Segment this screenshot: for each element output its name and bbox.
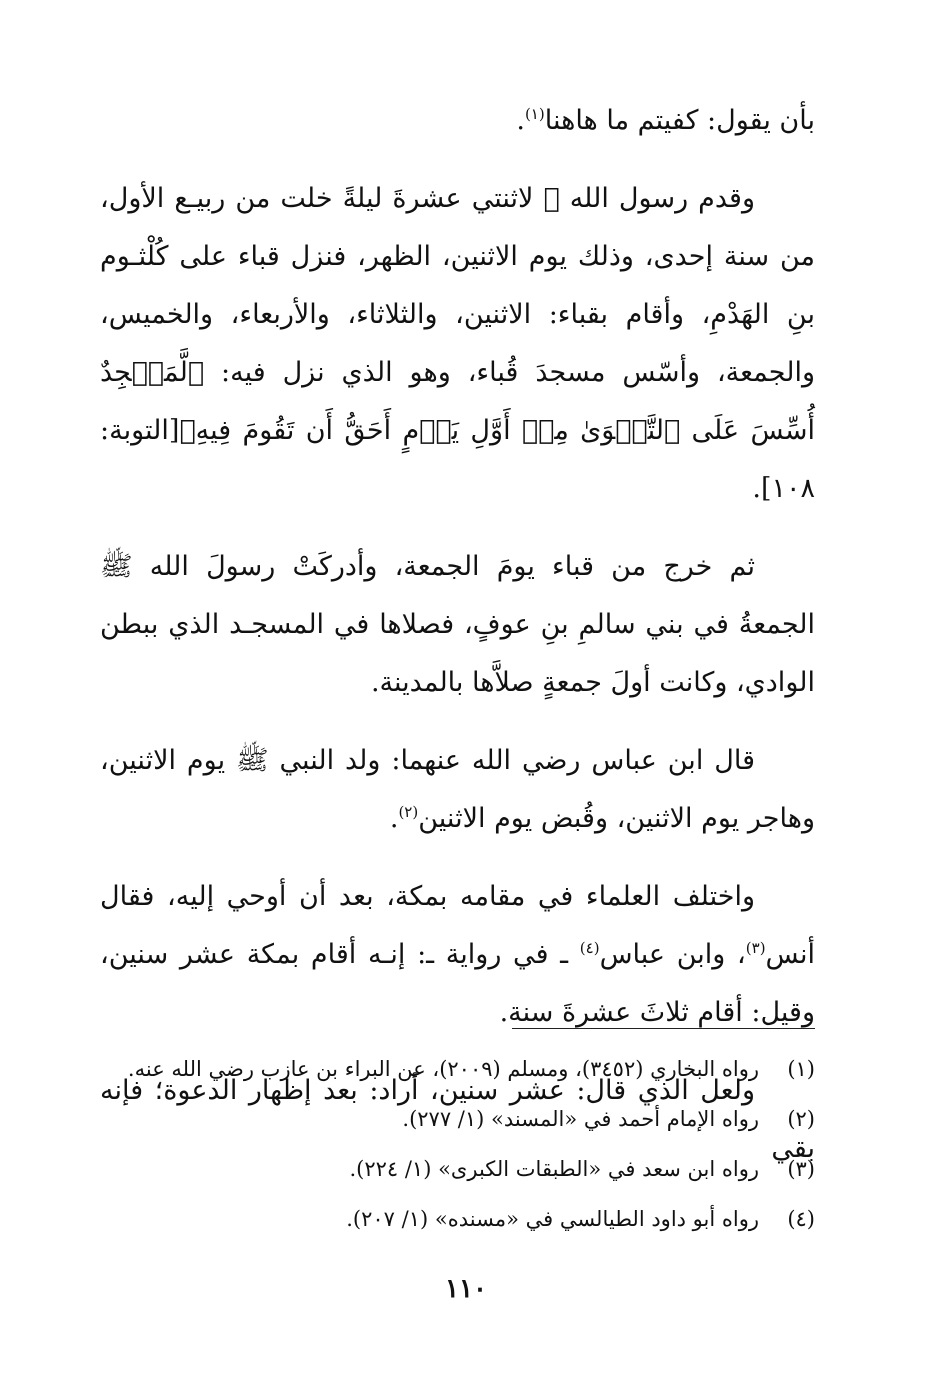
paragraph (100, 92, 815, 150)
footnote (100, 1194, 815, 1244)
text-run: بأن يقول: كفيتم ما هاهنا (544, 105, 815, 136)
text-run: قال ابن عباس رضي الله عنهما: ولد النبي ﷺ يوم الاثنين، وهاجر يوم الاثنين، وقُبض يوم الاثنين (100, 745, 815, 834)
text-run: واختلف العلماء في مقامه بمكة، بعد أن أوحي إليه، فقال أنس (100, 881, 815, 970)
text-run: وقدم رسول الله ﷺ لاثنتي عشرةَ ليلةً خلت من ربيـع الأول، من سنة إحدى، وذلك يوم الاثنين، الظهر، فنزل قباء على كُلْثـوم بنِ الهَدْمِ، وأقام بقباء: الاثنين، والثلاثاء، والأربعاء، والخميس، والجمعة، وأسّس مسجدَ قُباء، وهو الذي نزل فيه: (100, 183, 815, 388)
footnote-ref[interactable]: (١) (524, 105, 545, 123)
footnote-ref[interactable]: (٢) (398, 803, 419, 821)
paragraph (100, 732, 815, 848)
footnote-separator (512, 1028, 815, 1029)
paragraph (100, 170, 815, 518)
page-number: ١١٠ (445, 1274, 487, 1304)
text-run: [التوبة: ١٠٨]. (100, 415, 815, 504)
footnote-text: رواه أبو داود الطيالسي في «مسنده» (١/ ٢٠٧). (346, 1207, 759, 1231)
footnote (100, 1044, 815, 1094)
footnote-number: (٣) (787, 1157, 815, 1181)
text-run: . (389, 803, 399, 834)
text-run: ولعل الذي قال: عشر سنين، أراد: بعد إظهار الدعوة؛ فإنه بقي (100, 1075, 815, 1164)
footnote-number: (٤) (787, 1207, 815, 1231)
footnote-ref[interactable]: (٤) (579, 939, 600, 957)
footnotes (100, 1044, 815, 1244)
paragraph (100, 868, 815, 1042)
footnote (100, 1094, 815, 1144)
main-text (100, 92, 815, 1198)
text-run: ـ في رواية ـ: إنـه أقام بمكة عشر سنين، وقيل: أقام ثلاثَ عشرةَ سنة. (100, 939, 815, 1028)
quran-verse: ﴿لَّمَسۡجِدٌ أُسِّسَ عَلَى ٱلتَّقۡوَىٰ مِنۡ أَوَّلِ يَوۡمٍ أَحَقُّ أَن تَقُومَ فِيهِ﴾ (100, 357, 815, 446)
text-run: ثم خرج من قباء يومَ الجمعة، وأدركَتْ رسولَ الله ﷺ الجمعةُ في بني سالمِ بنِ عوفٍ، فصلاها في المسجـد الذي ببطن الوادي، وكانت أولَ جمعةٍ صلاَّها بالمدينة. (100, 551, 815, 698)
paragraph (100, 538, 815, 712)
footnote-text: رواه ابن سعد في «الطبقات الكبرى» (١/ ٢٢٤). (349, 1157, 759, 1181)
text-run: . (516, 105, 525, 136)
footnote (100, 1144, 815, 1194)
footnote-text: رواه الإمام أحمد في «المسند» (١/ ٢٧٧). (402, 1107, 759, 1131)
text-run: ، وابن عباس (599, 939, 746, 970)
footnote-text: رواه البخاري (٣٤٥٢)، ومسلم (٢٠٠٩)، عن البراء بن عازب رضي الله عنه. (127, 1057, 759, 1081)
footnote-number: (٢) (787, 1107, 815, 1131)
footnote-number: (١) (787, 1057, 815, 1081)
footnote-ref[interactable]: (٣) (745, 939, 766, 957)
